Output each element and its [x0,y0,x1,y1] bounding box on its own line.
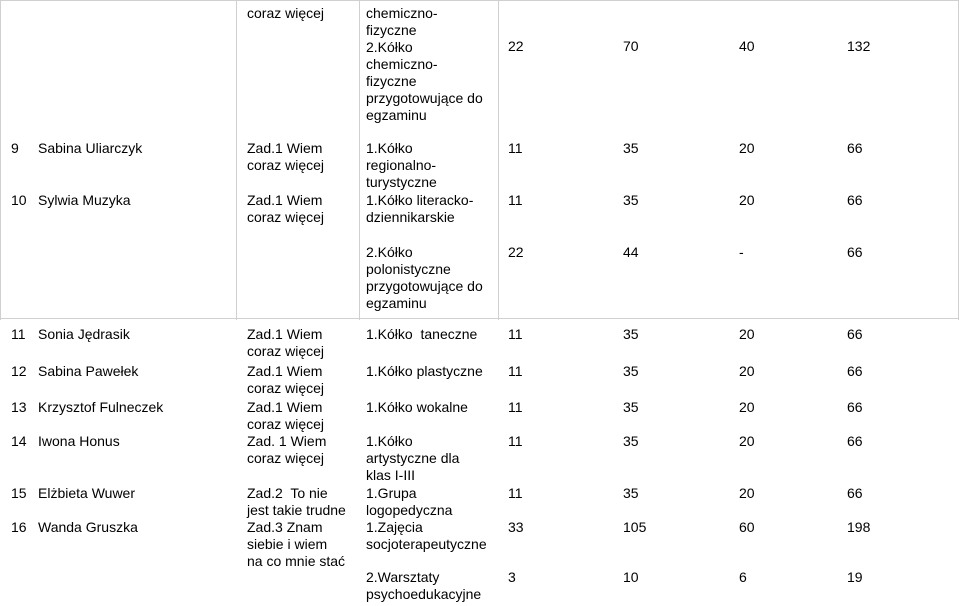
row-number: 12 [11,363,27,379]
row-number: 15 [11,485,27,501]
table-row [0,569,959,605]
value-cell: 20 [739,140,755,156]
table-row [0,485,959,519]
kolko-cell: 1.Kółko wokalne [366,399,468,415]
student-name: Sonia Jędrasik [38,326,130,342]
value-cell: 33 [508,519,524,535]
value-cell: 105 [623,519,647,535]
kolko-cell: 2.Kółko polonistyczne przygotowujące do egzaminu [366,244,483,311]
table-row [0,363,959,399]
zad-cell: coraz więcej [247,5,325,21]
value-cell: 66 [847,433,863,449]
kolko-cell: 1.Zajęcia socjoterapeutyczne [366,519,487,552]
value-cell: 20 [739,363,755,379]
zad-cell: Zad.3 Znam siebie i wiem na co mnie stać [247,519,346,569]
student-name: Sylwia Muzyka [38,192,131,208]
grid-line [0,0,959,1]
row-number: 14 [11,433,27,449]
value-cell: 11 [508,326,523,342]
zad-cell: Zad.1 Wiem coraz więcej [247,399,325,432]
value-cell: 22 [508,38,524,54]
value-cell: 20 [739,399,755,415]
student-name: Wanda Gruszka [38,519,138,535]
value-cell: 20 [739,192,755,208]
grid-line [0,0,1,320]
value-cell: 44 [623,244,639,260]
value-cell: 35 [623,485,639,501]
zad-cell: Zad.1 Wiem coraz więcej [247,140,325,173]
value-cell: 10 [623,569,639,585]
zad-cell: Zad.1 Wiem coraz więcej [247,326,325,359]
value-cell: 35 [623,326,639,342]
value-cell: 66 [847,326,863,342]
value-cell: 66 [847,244,863,260]
student-name: Iwona Honus [38,433,120,449]
value-cell: 198 [847,519,871,535]
value-cell: 40 [739,38,755,54]
student-name: Krzysztof Fulneczek [38,399,164,415]
value-cell: 3 [508,569,516,585]
student-name: Elżbieta Wuwer [38,485,136,501]
grid-line [359,0,360,320]
row-number: 10 [11,192,27,208]
table-row [0,399,959,435]
zad-cell: Zad. 1 Wiem coraz więcej [247,433,327,466]
value-cell: 132 [847,38,871,54]
value-cell: 66 [847,363,863,379]
kolko-cell: 1.Kółko regionalno- turystyczne [366,140,437,190]
value-cell: 20 [739,485,755,501]
value-cell: 66 [847,140,863,156]
value-cell: 22 [508,244,524,260]
table-row [0,433,959,485]
kolko-cell: 1.Kółko plastyczne [366,363,483,379]
kolko-cell: 1.Kółko taneczne [366,326,478,342]
table-row [0,326,959,362]
value-cell: 35 [623,363,639,379]
row-number: 13 [11,399,27,415]
value-cell: 11 [508,399,523,415]
row-number: 16 [11,519,27,535]
value-cell: 35 [623,192,639,208]
kolko-cell: 1.Grupa logopedyczna [366,485,453,518]
value-cell: 11 [508,140,523,156]
grid-line [0,318,959,319]
zad-cell: Zad.1 Wiem coraz więcej [247,192,325,225]
value-cell: 20 [739,326,755,342]
value-cell: 11 [508,433,523,449]
value-cell: 6 [739,569,747,585]
row-number: 11 [11,326,26,342]
value-cell: 11 [508,363,523,379]
value-cell: 19 [847,569,863,585]
kolko-cell: chemiczno- fizyczne 2.Kółko chemiczno- fizyczne przygotowujące do egzaminu [366,5,483,123]
value-cell: 11 [508,485,523,501]
value-cell: 11 [508,192,523,208]
value-cell: 20 [739,433,755,449]
kolko-cell: 1.Kółko literacko- dziennikarskie [366,192,474,225]
value-cell: 66 [847,399,863,415]
value-cell: - [739,244,744,260]
grid-line [236,0,237,320]
value-cell: 35 [623,399,639,415]
value-cell: 66 [847,485,863,501]
row-number: 9 [11,140,19,156]
table-row [0,519,959,569]
zad-cell: Zad.2 To nie jest takie trudne [247,485,346,518]
value-cell: 35 [623,433,639,449]
zad-cell: Zad.1 Wiem coraz więcej [247,363,325,396]
student-name: Sabina Pawełek [38,363,139,379]
student-name: Sabina Uliarczyk [38,140,143,156]
value-cell: 66 [847,192,863,208]
value-cell: 70 [623,38,639,54]
value-cell: 35 [623,140,639,156]
kolko-cell: 1.Kółko artystyczne dla klas I-III [366,433,460,483]
grid-line [498,0,499,320]
kolko-cell: 2.Warsztaty psychoedukacyjne [366,569,482,602]
value-cell: 60 [739,519,755,535]
